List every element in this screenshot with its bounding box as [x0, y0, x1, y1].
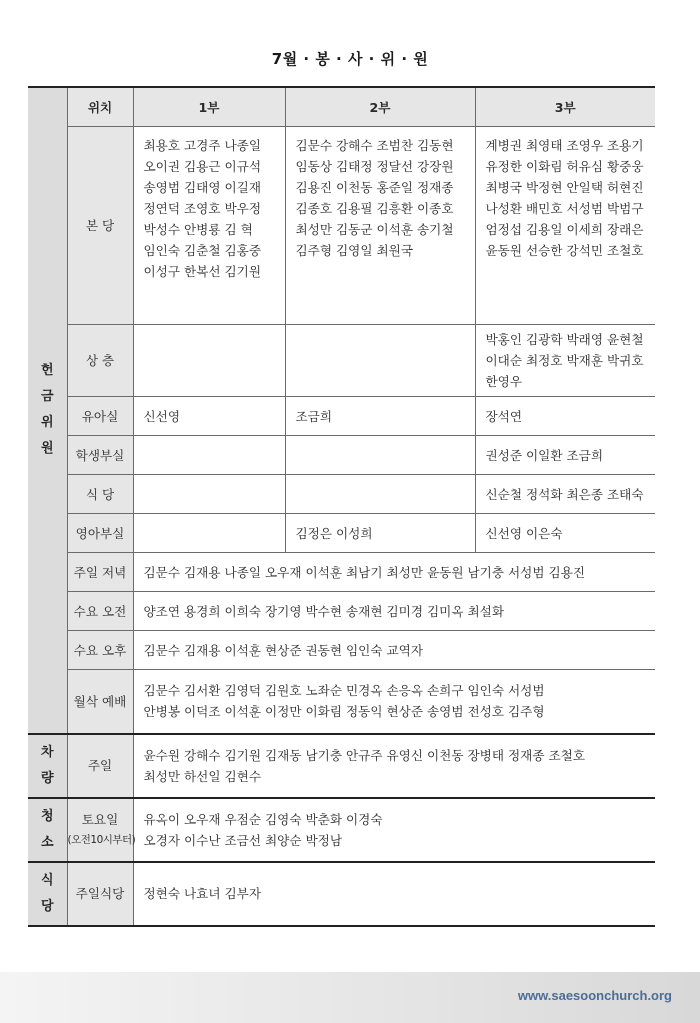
- upper-floor-service-3: 박홍인 김광학 박래영 윤현철 이대순 최정호 박재훈 박귀호 한영우: [475, 325, 655, 397]
- student-room-service-1: [133, 436, 285, 475]
- upper-floor-service-2: [285, 325, 475, 397]
- page-title: 7월 · 봉 · 사 · 위 · 원: [271, 50, 429, 68]
- monthly-service-names: 김문수 김서환 김영덕 김원호 노좌순 민경옥 손응옥 손희구 임인숙 서성범 안병봉 이덕조 이석훈 이정만 이화림 정동익 현상준 송영범 전성호 김주형: [133, 670, 655, 734]
- group-cleaning: 청 소: [28, 798, 67, 862]
- row-cleaning: [28, 798, 655, 862]
- row-label-wed-morning: 수요 오전: [67, 592, 133, 631]
- row-dining-room: [28, 475, 655, 514]
- group-offering-committee: 헌 금 위 원: [28, 87, 67, 734]
- row-label-wed-afternoon: 수요 오후: [67, 631, 133, 670]
- vehicle-sunday-names: 윤수원 강해수 김기원 김재동 남기충 안규주 유영신 이천동 장병태 정재종 조철호 최성만 하선일 김현수: [133, 734, 655, 798]
- row-label-monthly-service: 월삭 예배: [67, 670, 133, 734]
- sunday-evening-names: 김문수 김재용 나종일 오우재 이석훈 최남기 최성만 윤동원 남기충 서성범 김용진: [133, 553, 655, 592]
- header-service-1: 1부: [133, 87, 285, 127]
- header-position: 위치: [67, 87, 133, 127]
- row-dining: [28, 862, 655, 926]
- dining-room-service-1: [133, 475, 285, 514]
- dining-room-service-3: 신순철 정석화 최은종 조태숙: [475, 475, 655, 514]
- website-link[interactable]: www.saesoonchurch.org: [517, 988, 672, 1003]
- footer-band: [0, 972, 700, 1023]
- row-vehicle: [28, 734, 655, 798]
- row-label-cleaning-saturday: [67, 798, 136, 862]
- wed-morning-names: 양조연 용경희 이희숙 장기영 박수현 송재현 김미경 김미옥 최설화: [133, 592, 655, 631]
- row-main-hall: [28, 127, 655, 325]
- nursery-service-2: 조금희: [285, 397, 475, 436]
- row-upper-floor: [28, 325, 655, 397]
- main-hall-service-2: 김문수 강해수 조범찬 김동현 임동상 김태정 정달선 강장원 김용진 이천동 홍준일 정재종 김종호 김용필 김흥환 이종호 최성만 김동군 이석훈 송기철 김주형 김영일 최원국: [285, 127, 475, 325]
- main-hall-service-1: 최용호 고경주 나종일 오이권 김용근 이규석 송영범 김태영 이길재 정연덕 조영호 박우정 박성수 안병룡 김 혁 임인숙 김춘철 김홍중 이성구 한복선 김기원: [133, 127, 285, 325]
- row-student-room: [28, 436, 655, 475]
- dining-sunday-names: 정현숙 나효녀 김부자: [133, 862, 655, 926]
- row-sunday-evening: [28, 553, 655, 592]
- row-label-nursery: 유아실: [67, 397, 133, 436]
- nursery-service-1: 신선영: [133, 397, 285, 436]
- row-label-main-hall: 본 당: [67, 127, 133, 325]
- header-service-2: 2부: [285, 87, 475, 127]
- cleaning-day-label: 토요일: [81, 811, 119, 827]
- cleaning-time-label: (오전10시부터): [67, 833, 136, 846]
- nursery-service-3: 장석연: [475, 397, 655, 436]
- row-label-sunday-evening: 주일 저녁: [67, 553, 133, 592]
- row-label-dining-sunday: 주일식당: [67, 862, 133, 926]
- row-wed-afternoon: [28, 631, 655, 670]
- row-label-infant-room: 영아부실: [67, 514, 133, 553]
- row-monthly-service: [28, 670, 655, 734]
- dining-room-service-2: [285, 475, 475, 514]
- header-service-3: 3부: [475, 87, 655, 127]
- infant-room-service-3: 신선영 이은숙: [475, 514, 655, 553]
- row-label-vehicle-sunday: 주일: [67, 734, 133, 798]
- row-nursery: [28, 397, 655, 436]
- row-label-student-room: 학생부실: [67, 436, 133, 475]
- volunteer-roster-table: [28, 86, 655, 927]
- row-label-upper-floor: 상 층: [67, 325, 133, 397]
- infant-room-service-1: [133, 514, 285, 553]
- group-dining: 식 당: [28, 862, 67, 926]
- row-wed-morning: [28, 592, 655, 631]
- row-infant-room: [28, 514, 655, 553]
- row-label-dining-room: 식 당: [67, 475, 133, 514]
- group-vehicle: 차 량: [28, 734, 67, 798]
- cleaning-saturday-names: 유옥이 오우재 우점순 김영숙 박춘화 이경숙 오경자 이수난 조금선 최양순 박정남: [133, 798, 655, 862]
- infant-room-service-2: 김정은 이성희: [285, 514, 475, 553]
- wed-afternoon-names: 김문수 김재용 이석훈 현상준 권동현 임인숙 교역자: [133, 631, 655, 670]
- header-row: [28, 87, 655, 127]
- student-room-service-2: [285, 436, 475, 475]
- student-room-service-3: 권성준 이일환 조금희: [475, 436, 655, 475]
- main-hall-service-3: 계병권 최영태 조영우 조용기 유정한 이화림 허유심 황중웅 최병국 박정현 안일택 허현진 나성환 배민호 서성범 박범구 엄정섭 김용일 이세희 장래은 윤동원 선승한 강석민 조철호: [475, 127, 655, 325]
- upper-floor-service-1: [133, 325, 285, 397]
